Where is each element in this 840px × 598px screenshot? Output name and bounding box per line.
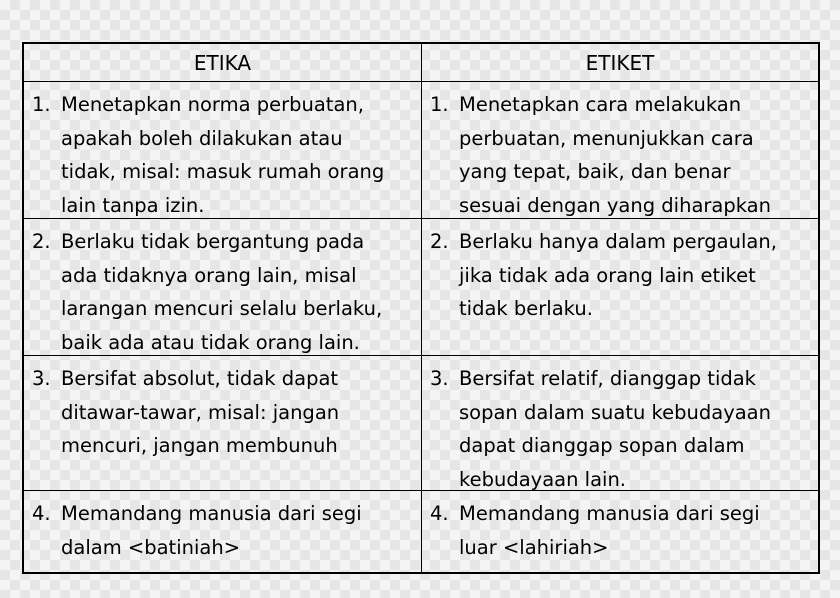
item-text: Memandang manusia dari segi luar <lahiriah> xyxy=(459,502,760,559)
list-item xyxy=(32,497,413,564)
item-number: 2. xyxy=(430,230,449,253)
item-text: Menetapkan norma perbuatan, apakah boleh dilakukan atau tidak, misal: masuk rumah orang lain tanpa izin. xyxy=(61,93,385,217)
header-etiket-label: ETIKET xyxy=(585,50,655,75)
item-number: 3. xyxy=(430,367,449,390)
item-text: Berlaku hanya dalam pergaulan, jika tidak ada orang lain etiket tidak berlaku. xyxy=(459,230,777,320)
item-text: Berlaku tidak bergantung pada ada tidaknya orang lain, misal larangan mencuri selalu berlaku, baik ada atau tidak orang lain. xyxy=(61,230,383,354)
cell-etiket-1 xyxy=(422,82,818,219)
list-item xyxy=(430,225,810,326)
list-item xyxy=(32,225,413,356)
header-etika-label: ETIKA xyxy=(193,50,252,75)
comparison-table xyxy=(22,42,820,574)
list-item xyxy=(430,88,810,219)
item-number: 4. xyxy=(430,502,449,525)
cell-etiket-2 xyxy=(422,219,818,356)
item-text: Menetapkan cara melakukan perbuatan, menunjukkan cara yang tepat, baik, dan benar sesuai dengan yang diharapkan xyxy=(459,93,771,217)
cell-etika-4 xyxy=(24,491,422,572)
cell-etika-2 xyxy=(24,219,422,356)
item-text: Memandang manusia dari segi dalam <batiniah> xyxy=(61,502,362,559)
list-item xyxy=(430,362,810,491)
header-etika xyxy=(24,44,422,82)
header-etiket xyxy=(422,44,818,82)
list-item xyxy=(32,362,413,463)
cell-etika-3 xyxy=(24,356,422,491)
item-number: 1. xyxy=(430,93,449,116)
list-item xyxy=(32,88,413,219)
cell-etika-1 xyxy=(24,82,422,219)
item-text: Bersifat relatif, dianggap tidak sopan dalam suatu kebudayaan dapat dianggap sopan dalam kebudayaan lain. xyxy=(459,367,771,491)
item-number: 4. xyxy=(32,502,51,525)
item-text: Bersifat absolut, tidak dapat ditawar-tawar, misal: jangan mencuri, jangan membunuh xyxy=(61,367,340,457)
item-number: 3. xyxy=(32,367,51,390)
cell-etiket-4 xyxy=(422,491,818,572)
item-number: 2. xyxy=(32,230,51,253)
cell-etiket-3 xyxy=(422,356,818,491)
list-item xyxy=(430,497,810,564)
item-number: 1. xyxy=(32,93,51,116)
